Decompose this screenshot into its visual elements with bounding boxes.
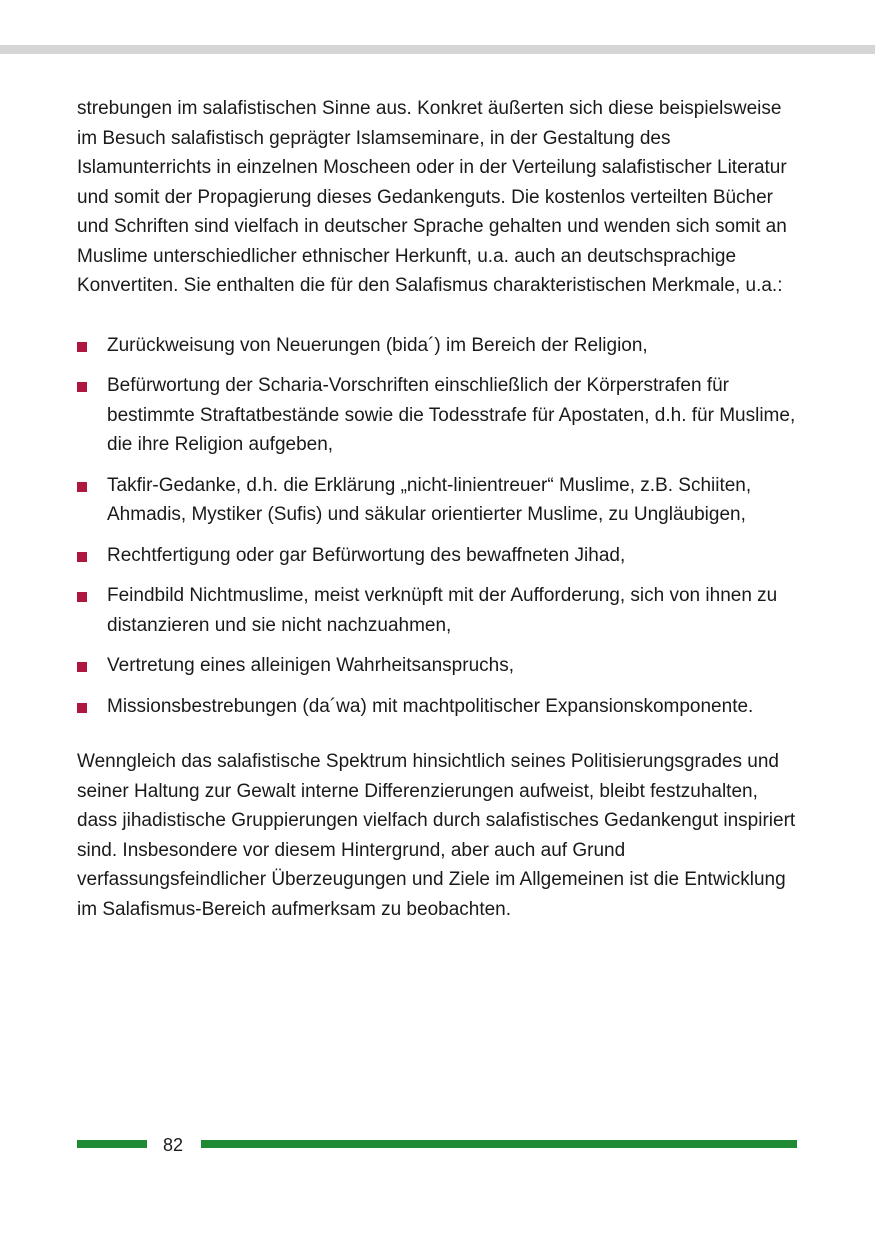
list-item bbox=[77, 581, 797, 640]
list-item-text: Vertretung eines alleinigen Wahrheitsanspruchs, bbox=[107, 655, 514, 676]
top-rule bbox=[0, 45, 875, 54]
list-item bbox=[77, 651, 797, 681]
feature-list bbox=[77, 331, 797, 722]
intro-paragraph: strebungen im salafistischen Sinne aus. Konkret äußerten sich diese beispielsweise im Besuch salafistisch geprägter Islamseminare, in der Gestaltung des Islamunterrichts in einzelnen Moscheen oder in der Verteilung salafistischer Literatur und somit der Propagierung dieses Gedankenguts. Die kostenlos verteilten Bücher und Schriften sind vielfach in deutscher Sprache gehalten und wenden sich somit an Muslime unterschiedlicher ethnischer Herkunft, u.a. auch an deutschsprachige Konvertiten. Sie enthalten die für den Salafismus charakteristischen Merkmale, u.a.: bbox=[77, 98, 787, 296]
footer-bar-left bbox=[77, 1140, 147, 1148]
list-item bbox=[77, 331, 797, 361]
page-number: 82 bbox=[163, 1135, 184, 1155]
list-item-text: Rechtfertigung oder gar Befürwortung des bewaffneten Jihad, bbox=[107, 544, 626, 566]
list-item-text: Takfir-Gedanke, d.h. die Erklärung „nicht-linientreuer“ Muslime, z.B. Schiiten, Ahmadis, Mystiker (Sufis) und säkular orientierter Muslime, zu Ungläubigen, bbox=[107, 474, 752, 525]
page-footer bbox=[77, 1133, 797, 1157]
list-item bbox=[77, 692, 797, 722]
bullet-square-icon bbox=[77, 662, 87, 672]
list-item-text: Missionsbestrebungen (da´wa) mit machtpolitischer Expansionskomponente. bbox=[107, 695, 754, 717]
list-item bbox=[77, 471, 797, 530]
footer-bar-right bbox=[201, 1140, 797, 1148]
list-item bbox=[77, 541, 797, 571]
list-item bbox=[77, 371, 797, 460]
closing-paragraph: Wenngleich das salafistische Spektrum hinsichtlich seines Politisierungsgrades und seiner Haltung zur Gewalt interne Differenzierungen aufweist, bleibt festzuhalten, dass jihadistische Gruppierungen vielfach durch salafistisches Gedankengut inspiriert sind. Insbesondere vor diesem Hintergrund, aber auch auf Grund verfassungsfeindlicher Überzeugungen und Ziele im Allgemeinen ist die Entwicklung im Salafismus-Bereich aufmerksam zu beobachten. bbox=[77, 751, 796, 920]
list-item-text: Befürwortung der Scharia-Vorschriften einschließlich der Körperstrafen für bestimmte Straftatbestände sowie die Todesstrafe für Apostaten, d.h. für Muslime, die ihre Religion aufgeben, bbox=[107, 375, 796, 455]
bullet-square-icon bbox=[77, 592, 87, 602]
bullet-square-icon bbox=[77, 703, 87, 713]
list-item-text: Zurückweisung von Neuerungen (bida´) im Bereich der Religion, bbox=[107, 334, 648, 356]
bullet-square-icon bbox=[77, 342, 87, 352]
bullet-square-icon bbox=[77, 382, 87, 392]
bullet-square-icon bbox=[77, 482, 87, 492]
page-body bbox=[77, 94, 797, 924]
list-item-text: Feindbild Nichtmuslime, meist verknüpft mit der Aufforderung, sich von ihnen zu distanzieren und sie nicht nachzuahmen, bbox=[107, 585, 778, 636]
bullet-square-icon bbox=[77, 552, 87, 562]
